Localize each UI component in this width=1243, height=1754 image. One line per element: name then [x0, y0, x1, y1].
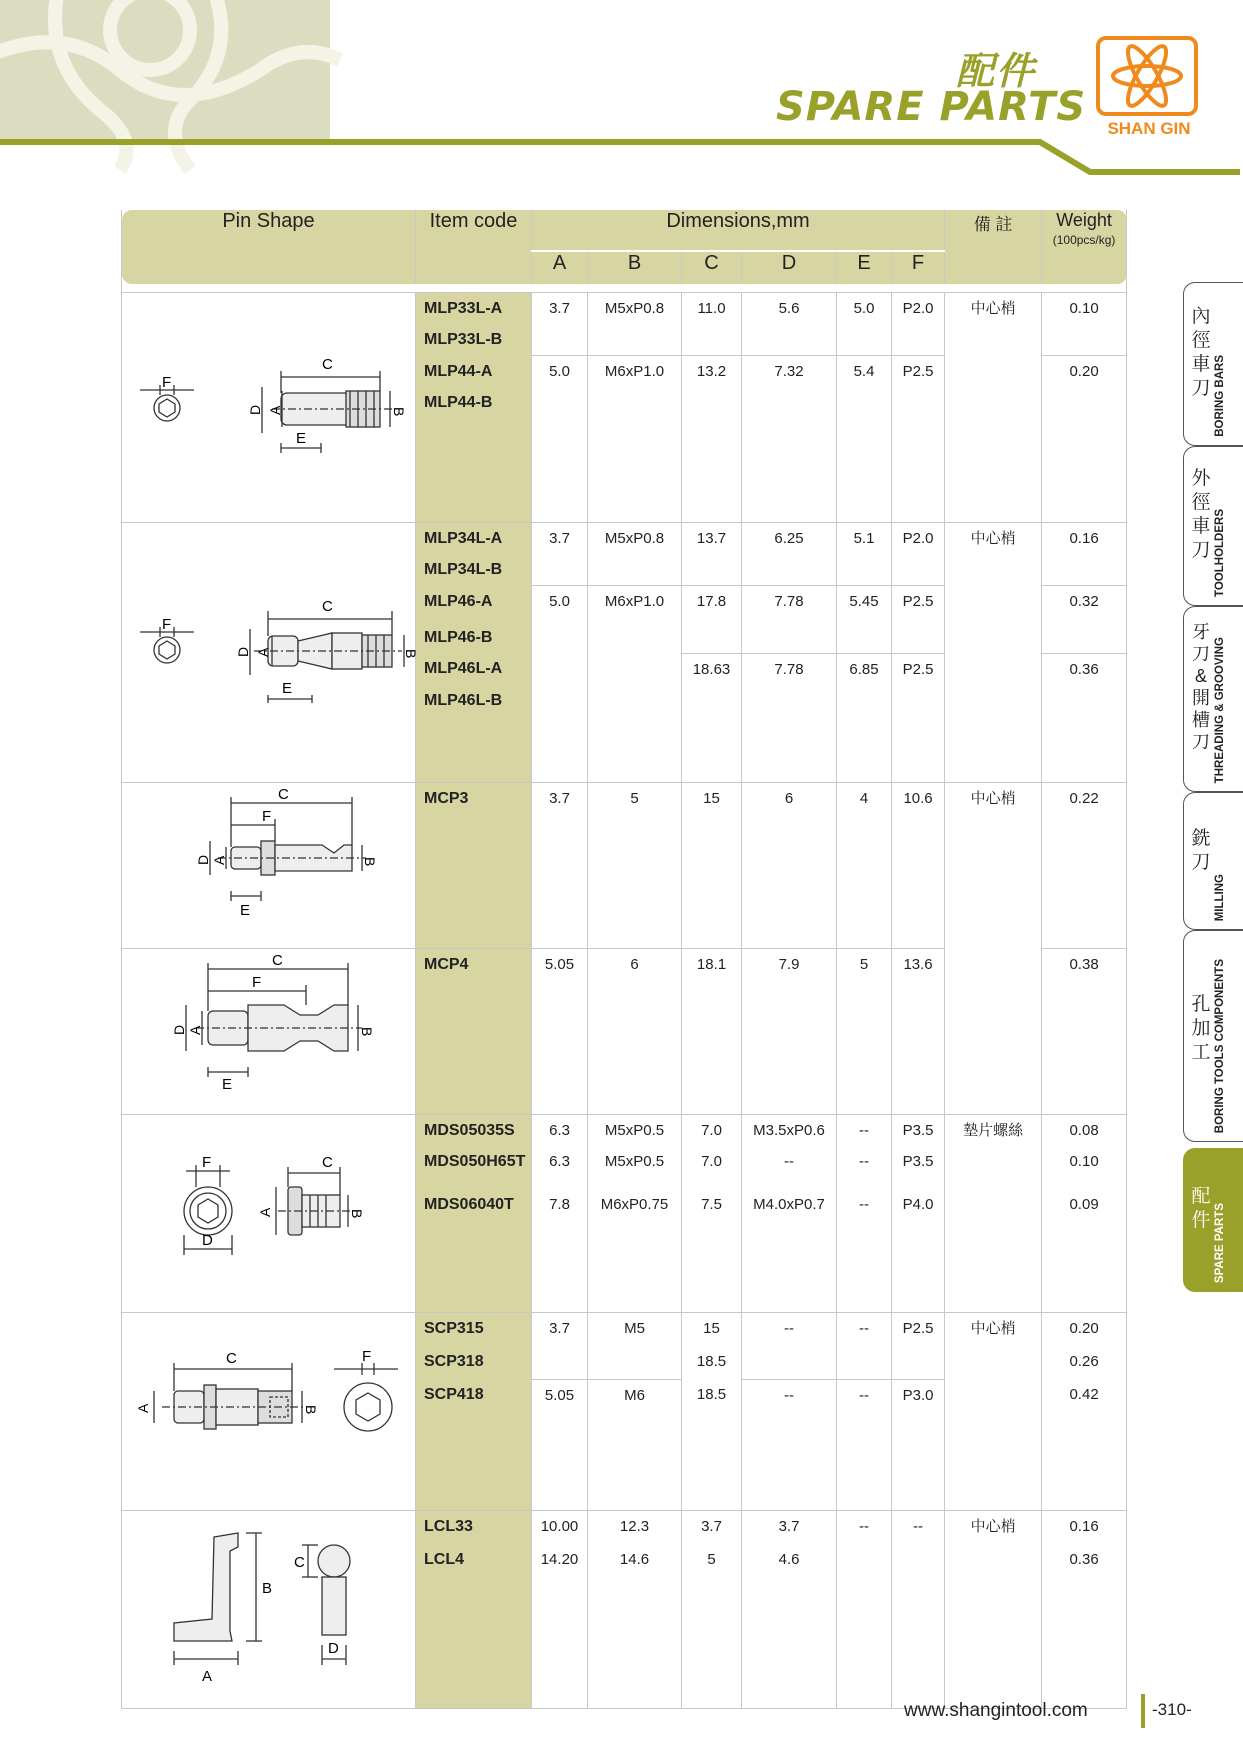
svg-text:C: C	[294, 1554, 305, 1571]
pin-shape-mcp4	[122, 949, 416, 1115]
col-remark: 備 註	[945, 210, 1042, 284]
table-row: MLP33L-B	[122, 324, 1127, 356]
table-row: MLP44-A 5.0 M6xP1.0 13.2 7.32 5.4 P2.5 0.20	[122, 356, 1127, 388]
mcp4-pin-drawing	[122, 949, 416, 1103]
pin-shape-mlp34	[122, 523, 419, 783]
tab-boring-tools[interactable]: 孔加工 BORING TOOLS COMPONENTS	[1183, 930, 1243, 1142]
brand-logo	[1096, 36, 1198, 116]
table-row: C F A B D MDS05035S 6.3 M5xP0.5 7.0 M3.5xP0.6 -- P3.5 墊片螺絲 0.08	[122, 1115, 1127, 1147]
header-rule	[0, 138, 1240, 178]
table-row: MLP34L-B	[122, 554, 1127, 586]
svg-text:F: F	[202, 1154, 212, 1171]
page-title-cn: 配件	[956, 49, 1037, 93]
table-row: MLP46-B	[122, 622, 1127, 654]
col-c: C	[682, 251, 742, 284]
svg-text:C: C	[226, 1350, 237, 1367]
spare-parts-table	[121, 210, 1127, 1709]
table-row: MLP46L-A 18.63 7.78 6.85 P2.5 0.36	[122, 653, 1127, 685]
table-row: MDS06040T 7.8 M6xP0.75 7.5 M4.0xP0.7 -- P4.0 0.09	[122, 1189, 1127, 1220]
table-row: C F D A B E MLP33L-A 3.7 M5xP0.8 11.0 5.6 5.0 P2.0 中心梢 0.10	[122, 293, 1127, 325]
label-a: A	[267, 405, 283, 415]
table-row: MDS050H65T 6.3 M5xP0.5 7.0 -- -- P3.5 0.10	[122, 1146, 1127, 1189]
label-b: B	[391, 407, 407, 417]
table-row: C F D A B E MCP3 3.7 5 15 6 4 10.6 中心梢 0.22	[122, 783, 1127, 817]
brand-name: SHAN GIN	[1107, 119, 1191, 138]
pin-shape-mds	[122, 1115, 416, 1313]
atom-logo-icon	[1100, 40, 1194, 112]
svg-text:D: D	[235, 646, 251, 657]
pin-shape-mlp33	[122, 293, 416, 523]
page-title: SPARE PARTS	[776, 84, 1087, 130]
mlp-pin-drawing	[122, 293, 416, 511]
svg-text:C: C	[278, 786, 289, 803]
label-f: F	[162, 374, 172, 391]
table-row: MLP44-B	[122, 387, 1127, 428]
tab-toolholders[interactable]: 外徑車刀 TOOLHOLDERS	[1183, 446, 1243, 606]
svg-text:D: D	[202, 1232, 213, 1249]
col-a: A	[532, 251, 588, 284]
svg-text:F: F	[362, 1348, 372, 1365]
lcl-clamp-drawing	[122, 1511, 416, 1697]
svg-text:A: A	[202, 1668, 213, 1685]
page-number: -310-	[1152, 1700, 1192, 1719]
svg-text:D: D	[328, 1640, 339, 1657]
table-row: A B C D LCL33 10.00 12.3 3.7 3.7 -- -- 中心梢 0.16	[122, 1511, 1127, 1545]
label-d: D	[247, 404, 263, 415]
svg-text:F: F	[262, 808, 272, 825]
svg-text:F: F	[162, 616, 172, 633]
svg-text:B: B	[349, 1209, 365, 1219]
pin-shape-scp	[122, 1313, 416, 1511]
svg-text:A: A	[211, 855, 227, 865]
footer-url[interactable]: www.shangintool.com	[904, 1700, 1088, 1721]
mcp3-pin-drawing	[122, 783, 416, 937]
svg-text:D: D	[195, 854, 211, 865]
table-row: MLP46-A 5.0 M6xP1.0 17.8 7.78 5.45 P2.5 0.32	[122, 586, 1127, 622]
svg-text:B: B	[403, 649, 419, 659]
table-row: C F A B SCP315 3.7 M5 15 -- -- P2.5 中心梢 0.20	[122, 1313, 1127, 1346]
table-row: C F D A B E MCP4 5.05 6 18.1 7.9 5 13.6 0.38	[122, 949, 1127, 983]
table-row: LCL4 14.20 14.6 5 4.6 0.36	[122, 1544, 1127, 1577]
mlp46-pin-drawing	[122, 523, 419, 771]
scp-pin-drawing	[122, 1313, 416, 1499]
table-row: SCP418 5.05 M6 18.5 -- -- P3.0 0.42	[122, 1379, 1127, 1412]
svg-text:E: E	[240, 902, 251, 919]
col-item-code: Item code	[416, 210, 532, 284]
col-dimensions: Dimensions,mm	[532, 210, 945, 251]
svg-text:F: F	[252, 974, 262, 991]
label-e: E	[296, 430, 307, 447]
svg-text:A: A	[187, 1025, 203, 1035]
svg-text:E: E	[282, 680, 293, 697]
svg-text:E: E	[222, 1076, 233, 1093]
col-d: D	[742, 251, 837, 284]
col-b: B	[588, 251, 682, 284]
svg-text:B: B	[362, 857, 378, 867]
svg-text:B: B	[303, 1405, 319, 1415]
svg-text:D: D	[171, 1024, 187, 1035]
col-f: F	[892, 251, 945, 284]
tab-threading-grooving[interactable]: 牙刀&開槽刀 THREADING & GROOVING	[1183, 606, 1243, 792]
svg-text:A: A	[135, 1403, 151, 1413]
svg-text:C: C	[272, 952, 283, 969]
col-e: E	[837, 251, 892, 284]
tab-boring-bars[interactable]: 內徑車刀 BORING BARS	[1183, 282, 1243, 446]
header-pattern	[0, 0, 330, 140]
label-c: C	[322, 356, 333, 373]
tab-milling[interactable]: 銑刀 MILLING	[1183, 792, 1243, 930]
table-row: C F D A B E MLP34L-A 3.7 M5xP0.8 13.7 6.25 5.1 P2.0 中心梢 0.16	[122, 523, 1127, 555]
mds-screw-drawing	[122, 1115, 416, 1301]
footer-divider	[1141, 1694, 1145, 1728]
col-pin-shape: Pin Shape	[122, 210, 416, 284]
svg-text:A: A	[257, 1207, 273, 1217]
weight-label: Weight	[1056, 210, 1112, 230]
svg-text:B: B	[262, 1580, 273, 1597]
pin-shape-mcp3	[122, 783, 416, 949]
svg-text:B: B	[359, 1027, 375, 1037]
table-row: SCP318 18.5 0.26	[122, 1346, 1127, 1379]
table-row: MLP46L-B	[122, 685, 1127, 721]
col-weight	[1042, 210, 1127, 284]
weight-unit: (100pcs/kg)	[1052, 233, 1116, 247]
svg-text:C: C	[322, 598, 333, 615]
svg-text:C: C	[322, 1154, 333, 1171]
svg-text:A: A	[255, 647, 271, 657]
tab-spare-parts[interactable]: 配件 SPARE PARTS	[1183, 1148, 1243, 1292]
pin-shape-lcl	[122, 1511, 416, 1709]
header-row	[122, 210, 1127, 251]
